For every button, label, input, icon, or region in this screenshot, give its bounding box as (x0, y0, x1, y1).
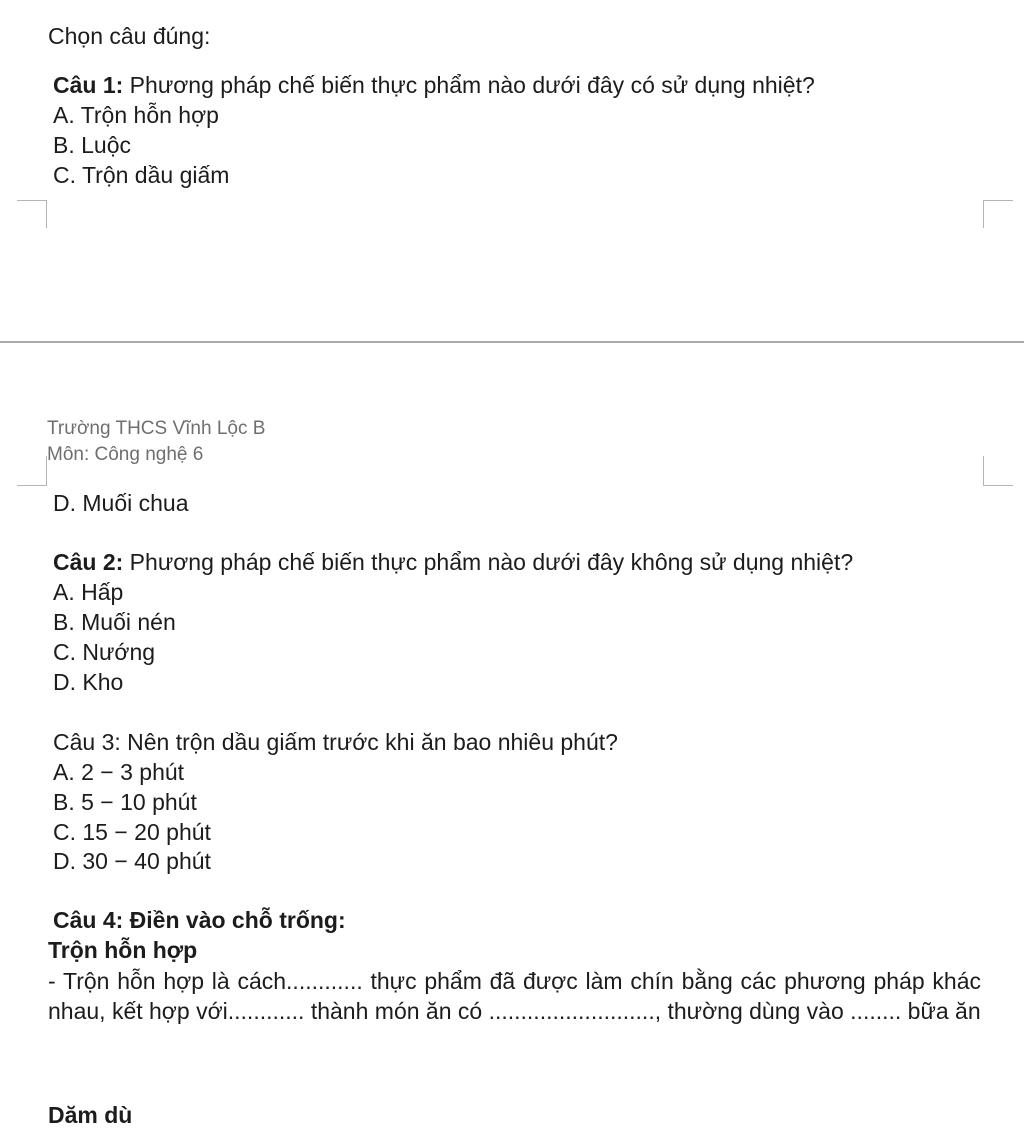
question-1-text: Phương pháp chế biến thực phẩm nào dưới đây có sử dụng nhiệt? (123, 72, 815, 98)
cutoff-text: Dăm dù (48, 1102, 133, 1128)
page-separator (0, 341, 1024, 343)
crop-mark-bottom-right (983, 200, 1013, 228)
header-school: Trường THCS Vĩnh Lộc B (47, 418, 266, 439)
question-2 (53, 547, 853, 577)
question-1-option-c: C. Trộn dầu giấm (53, 162, 230, 188)
question-1-option-d: D. Muối chua (53, 490, 189, 516)
question-3-option-d: D. 30 − 40 phút (53, 848, 211, 874)
question-1-option-b: B. Luộc (53, 132, 131, 158)
question-1 (53, 70, 815, 100)
question-1-option-a: A. Trộn hỗn hợp (53, 102, 219, 128)
question-3-option-a: A. 2 − 3 phút (53, 759, 185, 785)
crop-mark-top-left (17, 456, 47, 486)
question-2-option-c: C. Nướng (53, 639, 156, 665)
question-1-label: Câu 1: (53, 72, 124, 98)
question-2-option-d: D. Kho (53, 669, 124, 695)
crop-mark-top-right (983, 456, 1013, 486)
question-3: Câu 3: Nên trộn dầu giấm trước khi ăn bao nhiêu phút? (53, 729, 618, 755)
question-3-option-c: C. 15 − 20 phút (53, 819, 211, 845)
question-4-paragraph: - Trộn hỗn hợp là cách............ thực phẩm đã được làm chín bằng các phương pháp khác nhau, kết hợp với............ thành món ăn có .........................., thường dùng vào ........ bữa ăn (48, 968, 981, 1024)
question-4-title: Câu 4: Điền vào chỗ trống: (53, 907, 346, 933)
question-2-text: Phương pháp chế biến thực phẩm nào dưới đây không sử dụng nhiệt? (123, 549, 854, 575)
question-2-option-a: A. Hấp (53, 579, 124, 605)
question-3-option-b: B. 5 − 10 phút (53, 789, 197, 815)
crop-mark-bottom-left (17, 200, 47, 228)
question-4-subtitle: Trộn hỗn hợp (48, 937, 198, 963)
intro-text: Chọn câu đúng: (48, 23, 211, 49)
question-2-label: Câu 2: (53, 549, 124, 575)
question-2-option-b: B. Muối nén (53, 609, 176, 635)
header-subject: Môn: Công nghệ 6 (47, 444, 204, 465)
